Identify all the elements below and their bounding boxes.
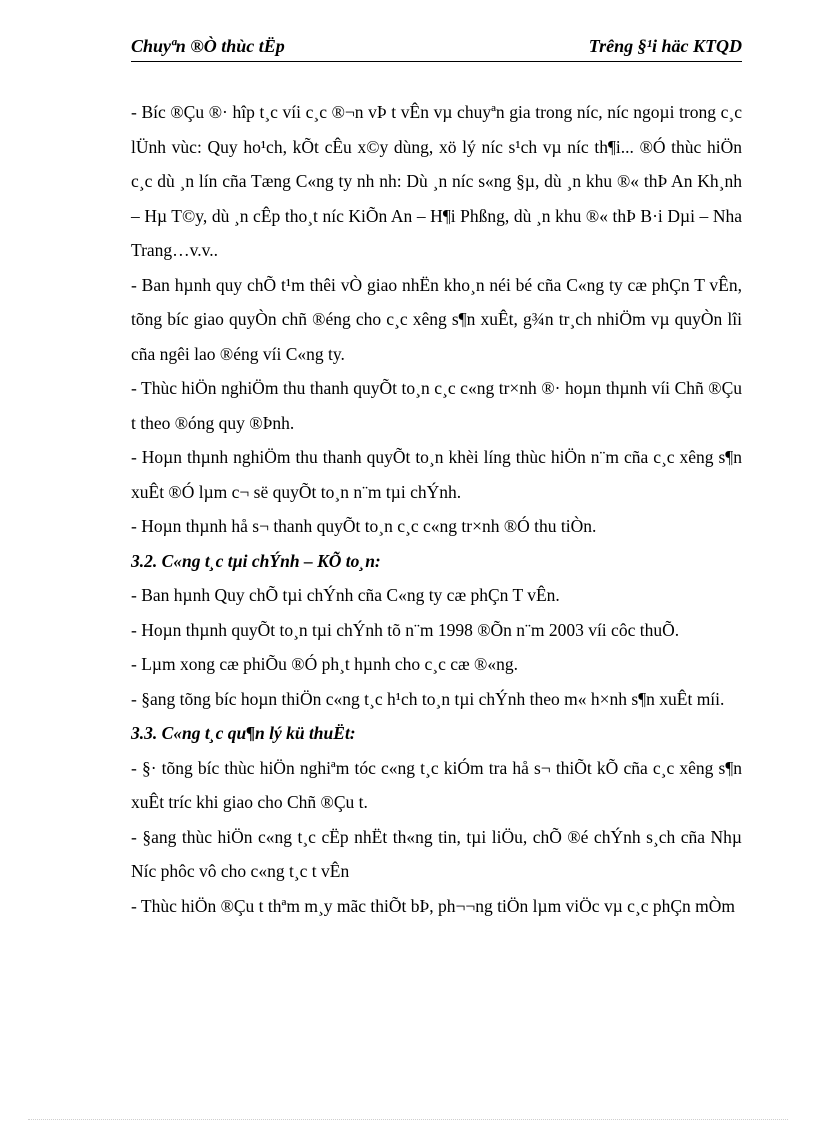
paragraph: - Ban hµnh quy chÕ t¹m thêi vÒ giao nhËn kho¸n néi bé cña C«ng ty cæ phÇn T vÊn, tõng bíc giao quyÒn chñ ®éng cho c¸c xêng s¶n xuÊt, g¾n tr¸ch nhiÖm vµ quyÒn lîi cña ngêi lao ®éng víi C«ng ty. — [131, 274, 742, 364]
paragraph: - §ang tõng bíc hoµn thiÖn c«ng t¸c h¹ch to¸n tµi chÝnh theo m« h×nh s¶n xuÊt míi. — [131, 688, 725, 709]
paragraph: - Ban hµnh Quy chÕ tµi chÝnh cña C«ng ty cæ phÇn T vÊn. — [131, 585, 560, 605]
header-divider — [131, 61, 742, 62]
paragraph: - Hoµn thµnh nghiÖm thu thanh quyÕt to¸n khèi líng thùc hiÖn n¨m cña c¸c xêng s¶n xuÊt ®Ó lµm c¬ së quyÕt to¸n n¨m tµi chÝnh. — [131, 447, 742, 502]
header-school: Trêng §¹i häc KTQD — [588, 36, 742, 56]
paragraph: - Hoµn thµnh quyÕt to¸n tµi chÝnh tõ n¨m 1998 ®Õn n¨m 2003 víi côc thuÕ. — [131, 619, 680, 640]
page-header — [131, 34, 742, 62]
paragraph: - Thùc hiÖn nghiÖm thu thanh quyÕt to¸n c¸c c«ng tr×nh ®· hoµn thµnh víi Chñ ®Çu t theo ®óng quy ®Þnh. — [131, 378, 742, 433]
paragraph: - Lµm xong cæ phiÕu ®Ó ph¸t hµnh cho c¸c cæ ®«ng. — [131, 654, 518, 674]
page-bottom-border — [28, 1119, 788, 1120]
paragraph: - §· tõng bíc thùc hiÖn nghiªm tóc c«ng t¸c kiÓm tra hå s¬ thiÕt kÕ cña c¸c xêng s¶n xuÊt tríc khi giao cho Chñ ®Çu t. — [131, 757, 742, 812]
paragraph: - Hoµn thµnh hå s¬ thanh quyÕt to¸n c¸c c«ng tr×nh ®Ó thu tiÒn. — [131, 516, 597, 536]
paragraph: - §ang thùc hiÖn c«ng t¸c cËp nhËt th«ng tin, tµi liÖu, chÕ ®é chÝnh s¸ch cña Nhµ Níc phôc vô cho c«ng t¸c t vÊn — [131, 826, 742, 881]
paragraph: - Thùc hiÖn ®Çu t thªm m¸y mãc thiÕt bÞ, ph¬¬ng tiÖn lµm viÖc vµ c¸c phÇn mÒm — [131, 895, 736, 916]
document-body — [131, 95, 742, 923]
section-heading: 3.3. C«ng t¸c qu¶n lý kü thuËt: — [131, 723, 356, 743]
header-title: Chuyªn ®Ò thùc tËp — [131, 36, 285, 56]
paragraph: - Bíc ®Çu ®· hîp t¸c víi c¸c ®¬n vÞ t vÊn vµ chuyªn gia trong níc, níc ngoµi trong c¸c lÜnh vùc: Quy ho¹ch, kÕt cÊu x©y dùng, xö lý níc s¹ch vµ níc th¶i... ®Ó thùc hiÖn c¸c dù ¸n lín cña Tæng C«ng ty nh nh: Dù ¸n níc s«ng §µ, dù ¸n khu ®« thÞ An Kh¸nh – Hµ T©y, dù ¸n cÊp tho¸t níc KiÕn An – H¶i Phßng, dù ¸n khu ®« thÞ B·i Dµi – Nha Trang…v.v.. — [131, 102, 742, 260]
section-heading: 3.2. C«ng t¸c tµi chÝnh – KÕ to¸n: — [131, 550, 381, 571]
